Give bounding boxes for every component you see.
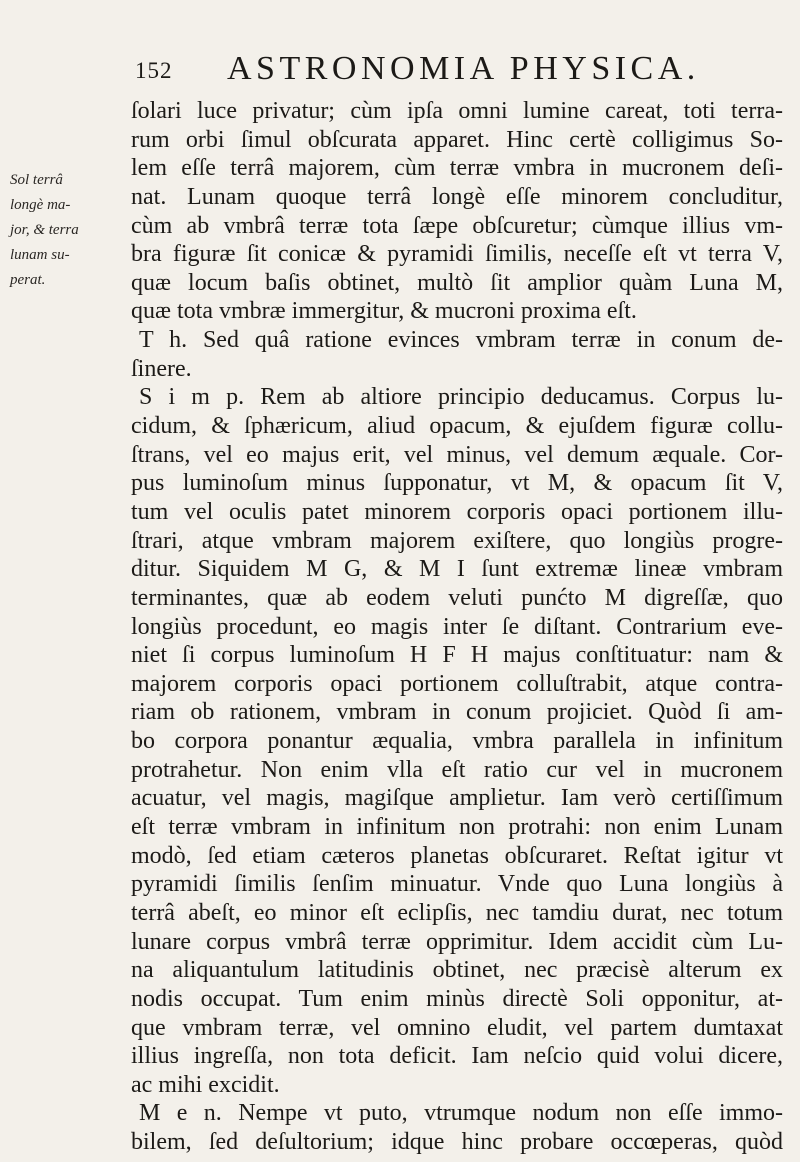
text-line: terminantes, quæ ab eodem veluti punćto M digreſſæ, quo xyxy=(131,584,783,611)
text-line: lunare corpus vmbrâ terræ opprimitur. Idem accidit cùm Lu- xyxy=(131,928,783,955)
text-line: ſtrans, vel eo majus erit, vel minus, vel demum æquale. Cor- xyxy=(131,441,783,468)
text-line: eſt terræ vmbram in infinitum non protrahi: non enim Lunam xyxy=(131,814,783,841)
page-number: 152 xyxy=(135,58,173,83)
text-line: tum vel oculis patet minorem corporis opaci portionem illu- xyxy=(131,498,783,525)
page-header xyxy=(135,48,775,98)
text-line: bra figuræ ſit conicæ & pyramidi ſimilis, neceſſe eſt vt terra V, xyxy=(131,241,783,268)
text-line: cidum, & ſphæricum, aliud opacum, & ejuſdem figuræ collu- xyxy=(131,413,783,440)
text-line: rum orbi ſimul obſcurata apparet. Hinc certè colligimus So- xyxy=(131,126,783,153)
margin-note-line: lunam su- xyxy=(10,247,70,263)
text-line: nat. Lunam quoque terrâ longè eſſe minorem concluditur, xyxy=(131,183,783,210)
text-line: acuatur, vel magis, magiſque amplietur. Iam verò certiſſimum xyxy=(131,785,783,812)
text-line: modò, ſed etiam cæteros planetas obſcuraret. Reſtat igitur vt xyxy=(131,842,783,869)
text-line: bilem, ſed deſultorium; idque hinc probare occœperas, quòd xyxy=(131,1129,783,1156)
body-text xyxy=(131,97,783,1157)
text-line: niet ſi corpus luminoſum H F H majus conſtituatur: nam & xyxy=(131,642,783,669)
margin-note-line: jor, & terra xyxy=(10,222,79,238)
text-line: que vmbram terræ, vel omnino eludit, vel partem dumtaxat xyxy=(131,1014,783,1041)
margin-note-line: Sol terrâ xyxy=(10,172,63,188)
text-line: pyramidi ſimilis ſenſim minuatur. Vnde quo Luna longiùs à xyxy=(131,871,783,898)
text-line: ac mihi excidit. xyxy=(131,1071,280,1098)
text-line: na aliquantulum latitudinis obtinet, nec præcisè alterum ex xyxy=(131,957,783,984)
text-line: longiùs procedunt, eo magis inter ſe diſtant. Contrarium eve- xyxy=(131,613,783,640)
text-line: nodis occupat. Tum enim minùs directè Soli opponitur, at- xyxy=(131,985,783,1012)
text-line: ſolari luce privatur; cùm ipſa omni lumine careat, toti terra- xyxy=(131,98,783,124)
text-line: S i m p. Rem ab altiore principio deducamus. Corpus lu- xyxy=(139,384,783,411)
text-line: quæ locum baſis obtinet, multò ſit amplior quàm Luna M, xyxy=(131,269,783,296)
margin-note-line: perat. xyxy=(10,272,46,288)
text-line: quæ tota vmbræ immergitur, & mucroni proxima eſt. xyxy=(131,298,637,325)
text-line: cùm ab vmbrâ terræ tota ſæpe obſcuretur; cùmque illius vm- xyxy=(131,212,783,239)
text-line: T h. Sed quâ ratione evinces vmbram terræ in conum de- xyxy=(139,327,783,354)
text-line: lem eſſe terrâ majorem, cùm terræ vmbra in mucronem deſi- xyxy=(131,155,783,182)
text-line: protrahetur. Non enim vlla eſt ratio cur vel in mucronem xyxy=(131,756,783,783)
text-line: terrâ abeſt, eo minor eſt eclipſis, nec tamdiu durat, nec totum xyxy=(131,899,783,926)
text-line: ditur. Siquidem M G, & M I ſunt extremæ lineæ vmbram xyxy=(131,556,783,583)
text-line: ſinere. xyxy=(131,355,192,382)
margin-note xyxy=(10,168,102,293)
text-line: majorem corporis opaci portionem colluſtrabit, atque contra- xyxy=(131,670,783,697)
text-line: bo corpora ponantur æqualia, vmbra parallela in infinitum xyxy=(131,728,783,755)
text-line: M e n. Nempe vt puto, vtrumque nodum non eſſe immo- xyxy=(139,1100,783,1127)
text-line: pus luminoſum minus ſupponatur, vt M, & opacum ſit V, xyxy=(131,470,783,497)
text-line: illius ingreſſa, non tota deficit. Iam neſcio quid volui dicere, xyxy=(131,1043,783,1070)
text-line: ſtrari, atque vmbram majorem exiſtere, quo longiùs progre- xyxy=(131,527,783,554)
margin-note-line: longè ma- xyxy=(10,197,71,213)
text-line: riam ob rationem, vmbram in conum projiciet. Quòd ſi am- xyxy=(131,699,783,726)
running-head: ASTRONOMIA PHYSICA. xyxy=(227,50,700,87)
